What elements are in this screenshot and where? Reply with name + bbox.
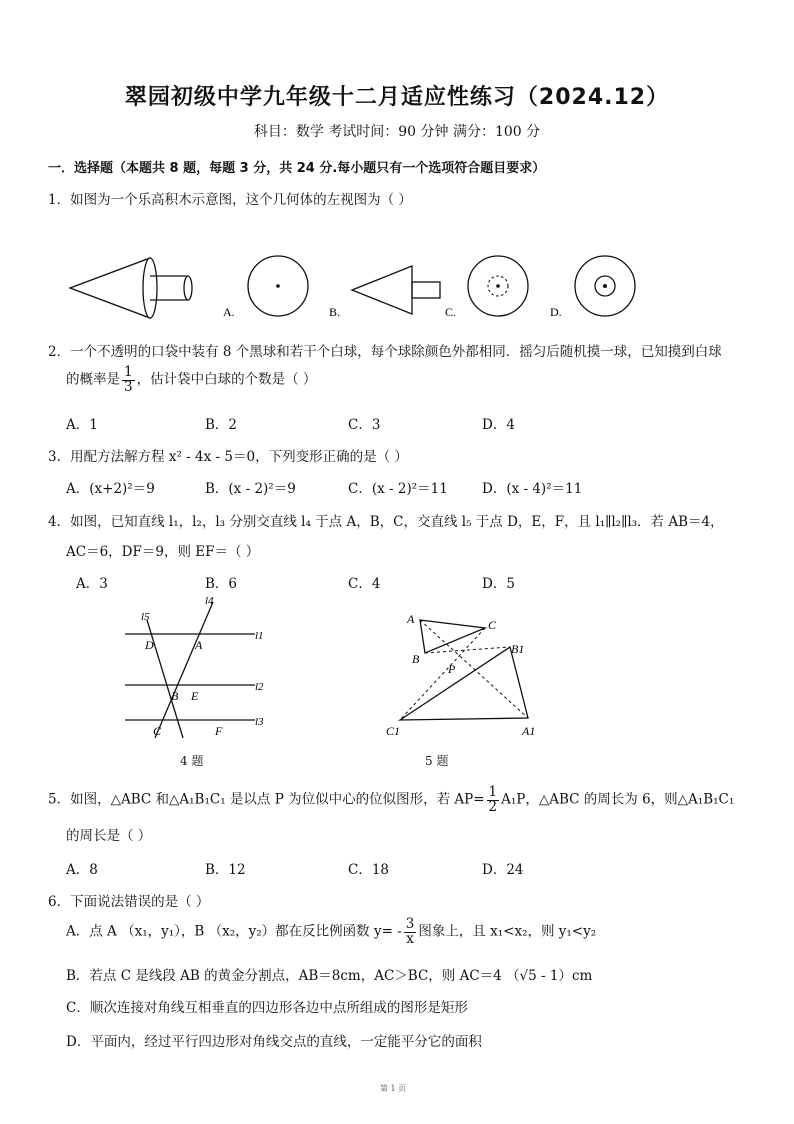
page-title: 翠园初级中学九年级十二月适应性练习（2024.12） — [124, 85, 670, 110]
q4-option-c: C．4 — [348, 576, 381, 592]
point-c1: C1 — [386, 724, 401, 738]
fraction-one-third: $\frac{1}{3}$ — [124, 364, 133, 395]
point-a: A — [195, 638, 203, 652]
q2-option-b: B．2 — [205, 417, 238, 433]
question-4-line1: 4．如图，已知直线 l₁，l₂，l₃ 分别交直线 l₄ 于点 A，B，C，交直线 l₅ 于点 D，E，F，且 l₁∥l₂∥l₃．若 AB＝4， — [48, 514, 724, 530]
question-2-line1: 2．一个不透明的口袋中装有 8 个黑球和若干个白球，每个球除颜色外都相同．摇匀后随机摸一球，已知摸到白球 — [48, 344, 722, 360]
q5-option-a: A．8 — [66, 862, 98, 878]
fraction-3-over-x: $\frac{3}{x}$ — [405, 916, 415, 947]
question-4-line2: AC＝6，DF＝9，则 EF＝（ ） — [66, 544, 260, 560]
figure-5-caption: 5 题 — [425, 754, 449, 768]
point-b: B — [171, 689, 179, 703]
point-a1: A1 — [522, 724, 536, 738]
option-a-figure — [248, 256, 308, 316]
option-d-label: D. — [550, 305, 562, 319]
option-c-figure — [468, 256, 528, 316]
q5-option-c: C．18 — [348, 862, 390, 878]
point-f: F — [215, 724, 223, 738]
question-5-line1: 5．如图，△ABC 和△A₁B₁C₁ 是以点 P 为位似中心的位似图形，若 AP= $\frac{1}{2}$ A₁P，△ABC 的周长为 6，则△A₁B₁C₁ — [48, 784, 735, 815]
point-e: E — [191, 689, 199, 703]
point-d: D — [145, 638, 154, 652]
question-1: 1．如图为一个乐高积木示意图，这个几何体的左视图为（ ） — [48, 192, 412, 208]
point-p: P — [448, 662, 456, 676]
exam-info: 科目：数学 考试时间：90 分钟 满分：100 分 — [253, 124, 541, 140]
q6-option-c: C．顺次连接对角线互相垂直的四边形各边中点所组成的图形是矩形 — [66, 1000, 468, 1016]
point-c: C — [153, 724, 162, 738]
q5-option-b: B．12 — [205, 862, 246, 878]
q3-option-a: A．(x+2)²＝9 — [66, 481, 155, 497]
point-b: B — [412, 652, 420, 666]
question-2-line2: 的概率是 $\frac{1}{3}$ ，估计袋中白球的个数是（ ） — [66, 364, 317, 395]
figure-4 — [115, 590, 275, 770]
q5-option-d: D．24 — [482, 862, 524, 878]
lego-solid-figure — [70, 258, 192, 318]
option-d-figure — [575, 256, 635, 316]
option-b-figure — [352, 266, 440, 314]
q2-option-c: C．3 — [348, 417, 381, 433]
point-a: A — [407, 612, 415, 626]
q6-option-a: A．点 A （x₁，y₁），B （x₂，y₂）都在反比例函数 y= - $\frac{3}{x}$ 图象上，且 x₁<x₂，则 y₁<y₂ — [66, 916, 597, 947]
question-6: 6．下面说法错误的是（ ） — [48, 894, 210, 910]
q2-option-a: A．1 — [66, 417, 98, 433]
figure-5 — [380, 605, 560, 745]
figure-4-caption: 4 题 — [180, 754, 204, 768]
label-l5: l5 — [141, 611, 150, 623]
q2-option-d: D．4 — [482, 417, 515, 433]
option-a-label: A. — [223, 305, 235, 319]
q3-option-d: D．(x - 4)²＝11 — [482, 481, 583, 497]
q6-option-d: D．平面内，经过平行四边形对角线交点的直线，一定能平分它的面积 — [66, 1034, 482, 1050]
label-l4: l4 — [205, 595, 214, 607]
page-footer: 第 1 页 — [380, 1084, 407, 1093]
label-l2: l2 — [255, 681, 264, 693]
label-l1: l1 — [255, 630, 264, 642]
question-3: 3．用配方法解方程 x² - 4x - 5＝0，下列变形正确的是（ ） — [48, 449, 408, 465]
q3-option-c: C．(x - 2)²＝11 — [348, 481, 448, 497]
q6-option-b: B．若点 C 是线段 AB 的黄金分割点，AB＝8cm，AC＞BC，则 AC＝4 （√5 - 1）cm — [66, 968, 593, 984]
q1-figures — [60, 238, 640, 326]
point-c: C — [488, 618, 497, 632]
question-5-line2: 的周长是（ ） — [66, 828, 152, 844]
option-b-label: B. — [329, 305, 341, 319]
q4-option-d: D．5 — [482, 576, 515, 592]
point-b1: B1 — [511, 642, 525, 656]
q4-option-a: A．3 — [76, 576, 108, 592]
label-l3: l3 — [255, 716, 264, 728]
option-c-label: C. — [445, 305, 457, 319]
q3-option-b: B．(x - 2)²＝9 — [205, 481, 296, 497]
section-heading: 一．选择题（本题共 8 题，每题 3 分，共 24 分.每小题只有一个选项符合题目要求） — [48, 161, 546, 176]
fraction-one-half: $\frac{1}{2}$ — [488, 784, 498, 815]
q4-option-b: B．6 — [205, 576, 238, 592]
